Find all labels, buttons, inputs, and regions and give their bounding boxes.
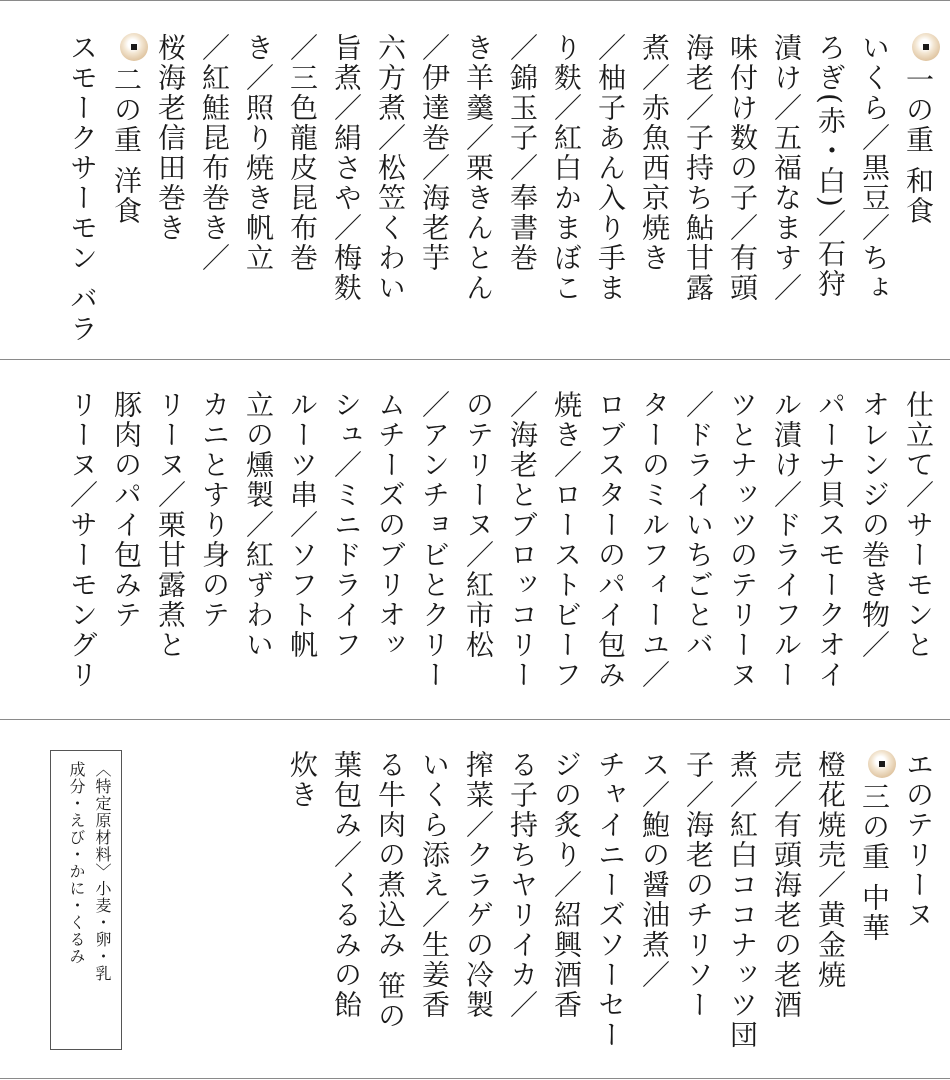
allergen-line: 成分・えび・かに・くるみ: [67, 761, 86, 965]
menu-line: [720, 33, 764, 344]
allergen-line: 〈特定原材料〉小麦・卵・乳: [93, 761, 112, 982]
menu-line: [500, 750, 544, 1050]
menu-line-text: ／アンチョビとクリー: [418, 390, 451, 690]
menu-line-text: 焼き／ローストビーフ: [550, 390, 583, 690]
menu-line: [720, 750, 764, 1050]
text-block: [280, 750, 940, 1050]
menu-line-text: いくら添え／生姜香: [418, 750, 451, 1020]
menu-line: [588, 750, 632, 1050]
menu-line-text: ス／鮑の醤油煮／: [638, 750, 671, 990]
menu-line-text: チャイニーズソーセー: [594, 750, 627, 1050]
section-heading-text: 二の重 洋食: [110, 65, 143, 226]
menu-line-text: 海老／子持ち鮎甘露: [682, 33, 715, 303]
menu-line: [544, 750, 588, 1050]
menu-line-text: き羊羹／栗きんとん: [462, 33, 495, 303]
menu-line-text: オレンジの巻き物／: [858, 390, 891, 660]
menu-line: [852, 33, 896, 344]
menu-line: [808, 390, 852, 690]
section-heading: [104, 33, 148, 344]
menu-line-text: り麩／紅白かまぼこ: [550, 33, 583, 303]
menu-line-text: 搾菜／クラゲの冷製: [462, 750, 495, 1020]
menu-line-text: パーナ貝スモークオイ: [814, 390, 847, 690]
bullet-mark-icon: [912, 33, 940, 61]
menu-line: [632, 390, 676, 690]
section-heading-text: 一の重 和食: [902, 65, 935, 226]
menu-line-text: のテリーヌ／紅市松: [462, 390, 495, 660]
menu-line: [60, 390, 104, 690]
menu-line: [280, 390, 324, 690]
menu-line-text: 煮／赤魚西京焼き: [638, 33, 671, 273]
menu-line: [720, 390, 764, 690]
menu-line: [500, 390, 544, 690]
menu-line-text: 漬け／五福なます／: [770, 33, 803, 303]
menu-line: [148, 33, 192, 344]
menu-line-text: 味付け数の子／有頭: [726, 33, 759, 303]
text-block: [60, 390, 940, 690]
menu-line: [456, 33, 500, 344]
section-yoshoku: [0, 360, 950, 719]
menu-line: [192, 33, 236, 344]
menu-line-text: 葉包み／くるみの飴: [330, 750, 363, 1020]
menu-line: [412, 390, 456, 690]
menu-line-text: ジの炙り／紹興酒香: [550, 750, 583, 1020]
menu-line: [808, 750, 852, 1050]
menu-line-text: いくら／黒豆／ちょ: [858, 33, 891, 303]
section-heading-text: 三の重 中華: [858, 782, 891, 943]
menu-line: [764, 390, 808, 690]
menu-line-text: スモークサーモン バラ: [66, 33, 99, 344]
bullet-mark-icon: [120, 33, 148, 61]
menu-line: [456, 390, 500, 690]
menu-line-text: ル漬け／ドライフルー: [770, 390, 803, 690]
menu-line-text: シュ／ミニドライフ: [330, 390, 363, 660]
menu-line-text: ／錦玉子／奉書巻: [506, 33, 539, 273]
menu-line: [236, 390, 280, 690]
menu-line-text: カニとすり身のテ: [198, 390, 231, 630]
menu-line-text: る子持ちヤリイカ／: [506, 750, 539, 1020]
section-washoku: [0, 1, 950, 359]
menu-line-text: リーヌ／サーモングリ: [66, 390, 99, 690]
menu-line-text: る牛肉の煮込み 笹の: [374, 750, 407, 1031]
section-heading: [896, 33, 940, 344]
text-block: [60, 33, 940, 344]
menu-line: [632, 750, 676, 1050]
allergen-note: [50, 750, 122, 1050]
menu-line: [412, 33, 456, 344]
menu-line: [764, 750, 808, 1050]
menu-line-text: 旨煮／絹さや／梅麩: [330, 33, 363, 303]
menu-line-text: ／紅鮭昆布巻き／: [198, 33, 231, 273]
menu-line: [368, 390, 412, 690]
menu-line-text: 桜海老信田巻き: [154, 33, 187, 243]
menu-line: [896, 390, 940, 690]
menu-line: [808, 33, 852, 344]
menu-line-text: 豚肉のパイ包みテ: [110, 390, 143, 630]
section-heading: [852, 750, 896, 1050]
menu-line: [324, 33, 368, 344]
menu-line: [456, 750, 500, 1050]
bullet-mark-icon: [868, 750, 896, 778]
menu-line-text: き／照り焼き帆立: [242, 33, 275, 273]
menu-line-text: ／伊達巻／海老芋: [418, 33, 451, 273]
menu-line: [368, 750, 412, 1050]
menu-line-text: ロブスターのパイ包み: [594, 390, 627, 690]
menu-line-text: リーヌ／栗甘露煮と: [154, 390, 187, 660]
menu-line: [324, 390, 368, 690]
menu-line-text: 煮／紅白ココナッツ団: [726, 750, 759, 1050]
menu-line: [368, 33, 412, 344]
section-chuka: [0, 720, 950, 1078]
menu-line: [104, 390, 148, 690]
menu-line-text: ルーツ串／ソフト帆: [286, 390, 319, 660]
menu-line-text: 仕立て／サーモンと: [902, 390, 935, 660]
menu-line: [236, 33, 280, 344]
menu-line-text: 売／有頭海老の老酒: [770, 750, 803, 1020]
menu-line: [852, 390, 896, 690]
menu-line: [676, 33, 720, 344]
menu-line-text: 立の燻製／紅ずわい: [242, 390, 275, 660]
menu-line-text: 子／海老のチリソー: [682, 750, 715, 1020]
menu-line: [280, 750, 324, 1050]
bottom-rule: [0, 1078, 950, 1079]
menu-line: [148, 390, 192, 690]
menu-line-text: ／海老とブロッコリー: [506, 390, 539, 690]
menu-line-text: エのテリーヌ: [902, 750, 935, 930]
menu-line: [896, 750, 940, 1050]
menu-line: [544, 390, 588, 690]
menu-line: [412, 750, 456, 1050]
menu-line: [60, 33, 104, 344]
menu-line: [588, 33, 632, 344]
menu-line: [544, 33, 588, 344]
menu-line-text: ターのミルフィーユ／: [638, 390, 671, 690]
menu-line: [280, 33, 324, 344]
menu-line: [676, 390, 720, 690]
menu-line-text: ／柚子あん入り手ま: [594, 33, 627, 303]
menu-line-text: 炊き: [286, 750, 319, 810]
menu-line-text: ／ドライいちごとバ: [682, 390, 715, 660]
menu-line: [192, 390, 236, 690]
menu-line-text: 六方煮／松笠くわい: [374, 33, 407, 303]
menu-line: [500, 33, 544, 344]
menu-line: [324, 750, 368, 1050]
menu-line: [588, 390, 632, 690]
menu-line-text: ツとナッツのテリーヌ: [726, 390, 759, 690]
menu-line-text: ／三色龍皮昆布巻: [286, 33, 319, 273]
menu-line: [632, 33, 676, 344]
menu-line-text: ムチーズのブリオッ: [374, 390, 407, 660]
menu-line-text: ろぎ(赤・白)／石狩: [814, 33, 847, 299]
menu-line-text: 橙花焼売／黄金焼: [814, 750, 847, 990]
menu-line: [764, 33, 808, 344]
menu-line: [676, 750, 720, 1050]
